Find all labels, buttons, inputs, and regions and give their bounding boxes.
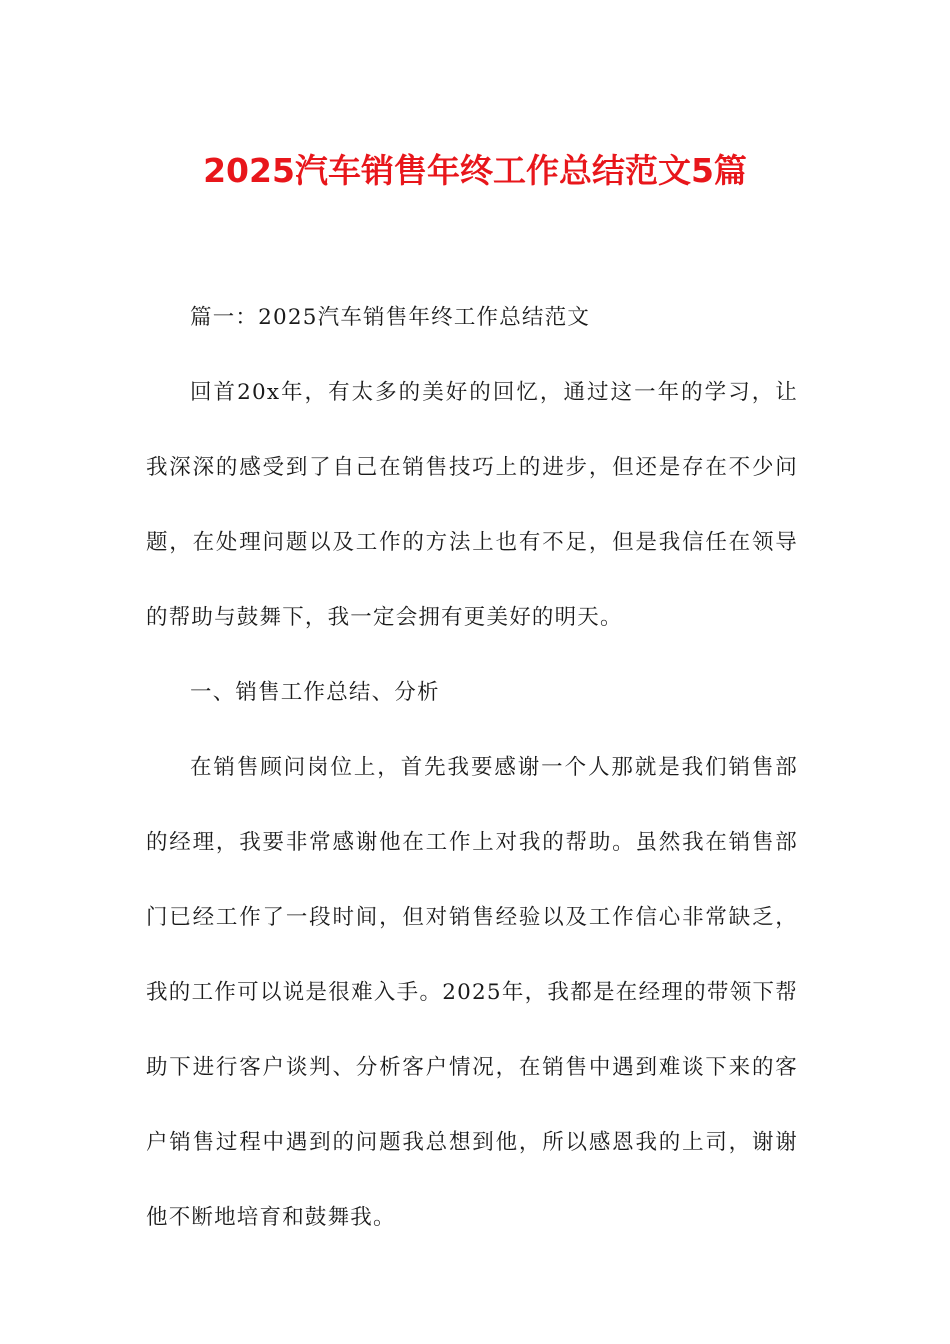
sales-summary-paragraph: 在销售顾问岗位上，首先我要感谢一个人那就是我们销售部的经理，我要非常感谢他在工作上对我的帮助。虽然我在销售部门已经工作了一段时间，但对销售经验以及工作信心非常缺乏，我的工作可以说是很难入手。2025年，我都是在经理的带领下帮助下进行客户谈判、分析客户情况，在销售中遇到难谈下来的客户销售过程中遇到的问题我总想到他，所以感恩我的上司，谢谢他不断地培育和鼓舞我。	[146, 755, 798, 1230]
section-heading-sales-summary: 一、销售工作总结、分析	[190, 680, 440, 705]
intro-paragraph: 回首20x年，有太多的美好的回忆，通过这一年的学习，让我深深的感受到了自己在销售技巧上的进步，但还是存在不少问题，在处理问题以及工作的方法上也有不足，但是我信任在领导的帮助与鼓舞下，我一定会拥有更美好的明天。	[146, 380, 798, 630]
document-body	[146, 280, 798, 1255]
section-heading-part-one: 篇一：2025汽车销售年终工作总结范文	[190, 305, 591, 330]
document-title: 2025汽车销售年终工作总结范文5篇	[203, 151, 747, 190]
